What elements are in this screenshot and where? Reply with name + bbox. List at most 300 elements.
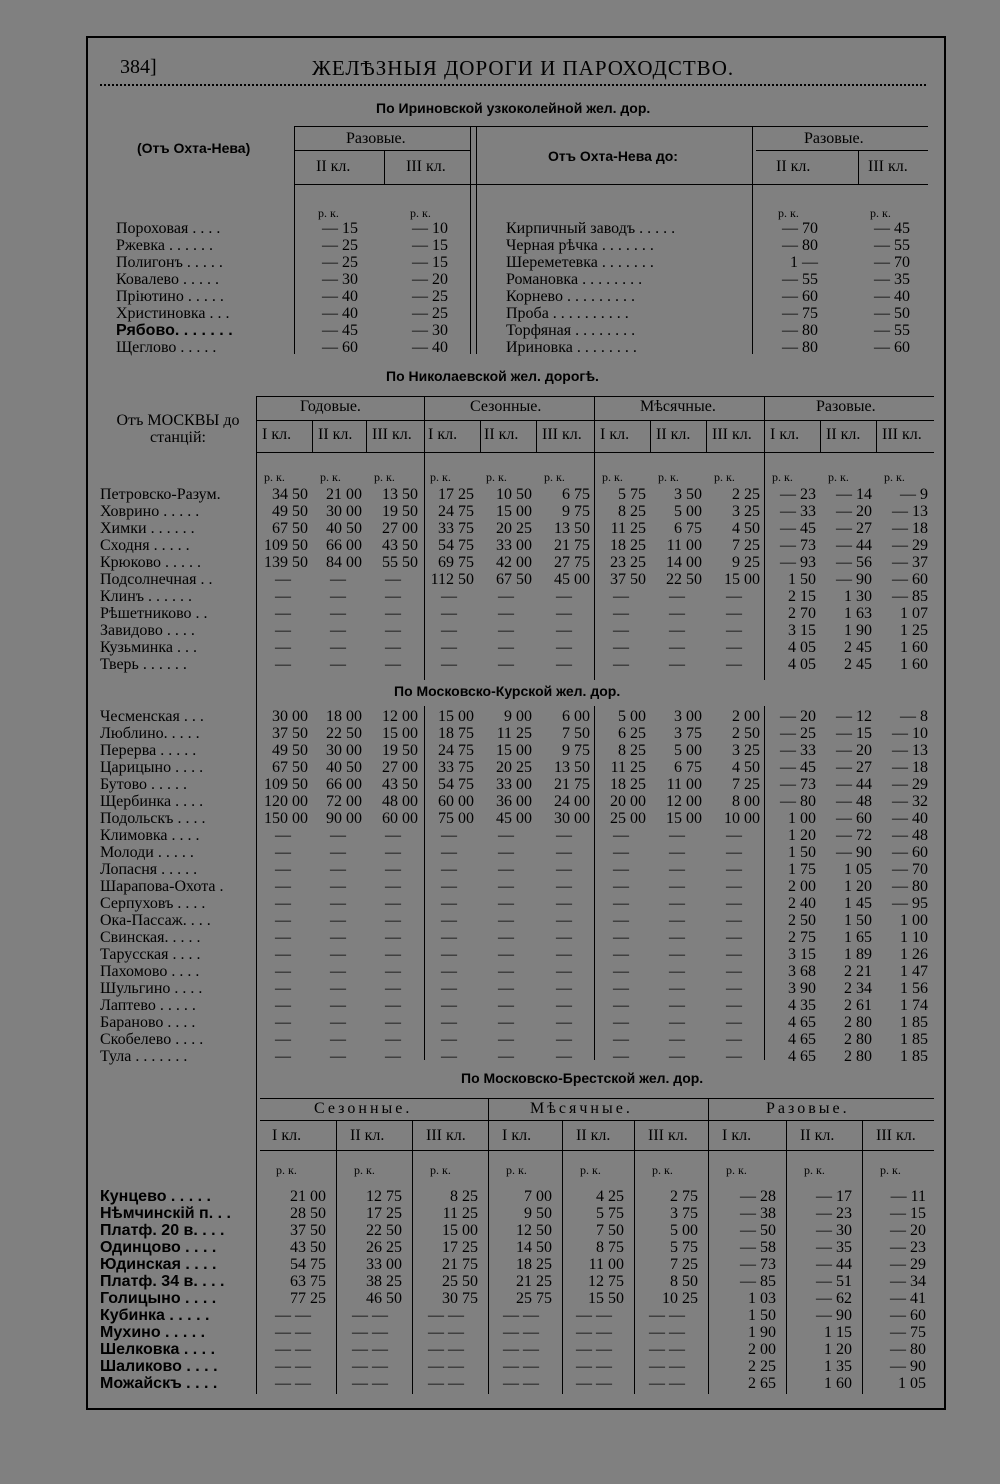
fare-cell: — bbox=[275, 1031, 291, 1048]
fare-cell: — 48 bbox=[836, 793, 872, 810]
fare-cell: — bbox=[441, 1014, 457, 1031]
fare-cell: — — bbox=[576, 1358, 612, 1375]
class-header: II кл. bbox=[656, 426, 691, 443]
fare-cell: 5 00 bbox=[670, 1222, 698, 1239]
fare-cell: — — bbox=[352, 1324, 388, 1341]
fare-cell: — bbox=[330, 656, 346, 673]
fare-cell: 24 00 bbox=[554, 793, 590, 810]
fare-cell: — 60 bbox=[892, 844, 928, 861]
fare-cell: 4 05 bbox=[788, 639, 816, 656]
fare-cell: 12 75 bbox=[588, 1273, 624, 1290]
fare-cell: — 58 bbox=[740, 1239, 776, 1256]
station-name: Кубинка . . . . . bbox=[100, 1307, 210, 1324]
fare-cell: 7 25 bbox=[670, 1256, 698, 1273]
fare-cell: 54 75 bbox=[290, 1256, 326, 1273]
rule-v bbox=[312, 420, 313, 452]
fare-cell: 1 63 bbox=[844, 605, 872, 622]
class-header: II кл. bbox=[484, 426, 519, 443]
fare-cell: — 35 bbox=[816, 1239, 852, 1256]
fare-cell: — bbox=[330, 1031, 346, 1048]
fare-cell: — bbox=[498, 997, 514, 1014]
fare-cell: 37 50 bbox=[290, 1222, 326, 1239]
fare-cell: 1 05 bbox=[844, 861, 872, 878]
fare-cell: — bbox=[613, 844, 629, 861]
fare-cell: — 90 bbox=[836, 844, 872, 861]
fare-cell: — bbox=[441, 997, 457, 1014]
fare-cell: 1 85 bbox=[900, 1014, 928, 1031]
fare-cell: 3 75 bbox=[670, 1205, 698, 1222]
fare-cell: 54 75 bbox=[438, 776, 474, 793]
fare-cell: 11 25 bbox=[610, 759, 646, 776]
fare-cell: — 70 bbox=[892, 861, 928, 878]
fare-cell: — 60 bbox=[890, 1307, 926, 1324]
fare-cell: 1 85 bbox=[900, 1048, 928, 1065]
fare-cell: — 60 bbox=[874, 339, 910, 356]
fare-cell: — bbox=[556, 963, 572, 980]
fare-cell: — 73 bbox=[740, 1256, 776, 1273]
fare-cell: 30 75 bbox=[442, 1290, 478, 1307]
fare-cell: 4 65 bbox=[788, 1048, 816, 1065]
rule-v bbox=[876, 420, 877, 452]
rule-v bbox=[480, 420, 481, 452]
rule-v bbox=[256, 1088, 257, 1394]
station-name: Сходня . . . . . bbox=[100, 537, 190, 554]
fare-cell: 67 50 bbox=[272, 759, 308, 776]
station-name: Рябово. . . . . . . bbox=[116, 322, 233, 339]
fare-cell: — bbox=[613, 929, 629, 946]
fare-cell: 15 00 bbox=[496, 503, 532, 520]
fare-cell: 60 00 bbox=[438, 793, 474, 810]
fare-cell: — bbox=[275, 571, 291, 588]
station-name: Тверь . . . . . . bbox=[100, 656, 187, 673]
irinov-cls3-right: III кл. bbox=[868, 158, 908, 175]
fare-cell: — bbox=[275, 1014, 291, 1031]
fare-cell: — — bbox=[576, 1341, 612, 1358]
fare-cell: — bbox=[385, 946, 401, 963]
fare-cell: — — bbox=[275, 1358, 311, 1375]
rule-v bbox=[562, 1150, 563, 1394]
fare-cell: — bbox=[385, 997, 401, 1014]
unit-label: р. к. bbox=[354, 1163, 375, 1177]
fare-cell: — bbox=[275, 878, 291, 895]
station-name: Можайскъ . . . . bbox=[100, 1375, 218, 1392]
fare-cell: 2 50 bbox=[788, 912, 816, 929]
unit-label: р. к. bbox=[276, 1163, 297, 1177]
fare-cell: — bbox=[669, 895, 685, 912]
fare-cell: 4 35 bbox=[788, 997, 816, 1014]
station-name: Пороховая . . . . bbox=[116, 220, 221, 237]
station-name: Шарапова-Охота . bbox=[100, 878, 224, 895]
fare-cell: 28 50 bbox=[290, 1205, 326, 1222]
fare-cell: 6 75 bbox=[674, 520, 702, 537]
fare-cell: — bbox=[726, 622, 742, 639]
fare-cell: 11 25 bbox=[442, 1205, 478, 1222]
fare-cell: 18 75 bbox=[438, 725, 474, 742]
running-head: ЖЕЛѢЗНЫЯ ДОРОГИ И ПАРОХОДСТВО. bbox=[312, 56, 735, 80]
fare-cell: 2 75 bbox=[670, 1188, 698, 1205]
fare-cell: — bbox=[498, 656, 514, 673]
fare-cell: 11 25 bbox=[610, 520, 646, 537]
fare-cell: — bbox=[275, 895, 291, 912]
fare-cell: — 62 bbox=[816, 1290, 852, 1307]
fare-cell: — 23 bbox=[780, 486, 816, 503]
rule-v bbox=[412, 1120, 413, 1150]
fare-cell: 25 50 bbox=[442, 1273, 478, 1290]
fare-cell: 10 00 bbox=[724, 810, 760, 827]
fare-cell: 1 56 bbox=[900, 980, 928, 997]
fare-cell: 8 25 bbox=[450, 1188, 478, 1205]
class-header: I кл. bbox=[600, 426, 630, 443]
fare-cell: — bbox=[441, 844, 457, 861]
fare-cell: — bbox=[726, 980, 742, 997]
fare-cell: 1 45 bbox=[844, 895, 872, 912]
station-name: Ржевка . . . . . . bbox=[116, 237, 214, 254]
fare-cell: 13 50 bbox=[554, 759, 590, 776]
fare-cell: — 40 bbox=[874, 288, 910, 305]
fare-cell: 23 25 bbox=[610, 554, 646, 571]
fare-cell: 36 00 bbox=[496, 793, 532, 810]
fare-cell: 45 00 bbox=[496, 810, 532, 827]
fare-cell: 2 70 bbox=[788, 605, 816, 622]
fare-cell: — bbox=[275, 605, 291, 622]
fare-cell: — bbox=[669, 622, 685, 639]
fare-cell: — bbox=[556, 997, 572, 1014]
station-name: Молоди . . . . . bbox=[100, 844, 194, 861]
fare-cell: — — bbox=[275, 1307, 311, 1324]
fare-cell: — — bbox=[503, 1375, 539, 1392]
fare-cell: — bbox=[556, 980, 572, 997]
fare-cell: — bbox=[498, 963, 514, 980]
fare-cell: — — bbox=[428, 1341, 464, 1358]
nikol-title: По Николаевской жел. дорогѣ. bbox=[386, 368, 599, 384]
fare-cell: 2 34 bbox=[844, 980, 872, 997]
class-header: III кл. bbox=[876, 1127, 916, 1144]
fare-cell: — 20 bbox=[890, 1222, 926, 1239]
fare-cell: — 15 bbox=[412, 254, 448, 271]
fare-cell: — bbox=[613, 1014, 629, 1031]
fare-cell: 139 50 bbox=[264, 554, 308, 571]
fare-cell: — 45 bbox=[322, 322, 358, 339]
fare-cell: 6 00 bbox=[562, 708, 590, 725]
unit-label: р. к. bbox=[374, 470, 395, 484]
station-name: Платф. 34 в. . . . bbox=[100, 1273, 225, 1290]
class-header: III кл. bbox=[712, 426, 752, 443]
fare-cell: 2 00 bbox=[788, 878, 816, 895]
rule-v bbox=[862, 1120, 863, 1150]
fare-cell: 5 00 bbox=[674, 742, 702, 759]
fare-cell: 1 35 bbox=[824, 1358, 852, 1375]
fare-cell: — — bbox=[503, 1324, 539, 1341]
fare-cell: — 18 bbox=[892, 759, 928, 776]
fare-cell: — bbox=[669, 639, 685, 656]
fare-cell: 15 00 bbox=[442, 1222, 478, 1239]
fare-cell: 17 25 bbox=[442, 1239, 478, 1256]
fare-cell: — bbox=[330, 997, 346, 1014]
fare-cell: 1 10 bbox=[900, 929, 928, 946]
fare-cell: — — bbox=[352, 1307, 388, 1324]
fare-cell: — 60 bbox=[782, 288, 818, 305]
fare-cell: 109 50 bbox=[264, 776, 308, 793]
fare-cell: — 30 bbox=[322, 271, 358, 288]
fare-cell: — bbox=[556, 656, 572, 673]
fare-cell: 18 00 bbox=[326, 708, 362, 725]
group-header: Сезонные. bbox=[470, 398, 542, 415]
fare-cell: — bbox=[669, 980, 685, 997]
fare-cell: — bbox=[330, 929, 346, 946]
class-header: II кл. bbox=[350, 1127, 385, 1144]
fare-cell: 9 75 bbox=[562, 503, 590, 520]
fare-cell: — 85 bbox=[892, 588, 928, 605]
header-rule bbox=[100, 84, 926, 96]
fare-cell: — bbox=[330, 1048, 346, 1065]
fare-cell: — bbox=[556, 605, 572, 622]
fare-cell: 14 00 bbox=[666, 554, 702, 571]
fare-cell: — 85 bbox=[740, 1273, 776, 1290]
station-name: Христиновка . . . bbox=[116, 305, 230, 322]
fare-cell: 1 50 bbox=[844, 912, 872, 929]
fare-cell: 2 40 bbox=[788, 895, 816, 912]
fare-cell: — 8 bbox=[900, 708, 928, 725]
unit-label: р. к. bbox=[430, 1163, 451, 1177]
fare-cell: — bbox=[613, 861, 629, 878]
fare-cell: — bbox=[441, 1031, 457, 1048]
rule-v bbox=[634, 1150, 635, 1394]
fare-cell: — bbox=[669, 963, 685, 980]
station-name: Люблино. . . . . bbox=[100, 725, 200, 742]
fare-cell: — bbox=[275, 963, 291, 980]
fare-cell: — bbox=[726, 895, 742, 912]
station-name: Шаликово . . . . bbox=[100, 1358, 218, 1375]
nikol-left-label: Отъ МОСКВЫ до станцій: bbox=[116, 412, 240, 446]
fare-cell: — bbox=[330, 946, 346, 963]
fare-cell: — bbox=[330, 861, 346, 878]
fare-cell: 1 03 bbox=[748, 1290, 776, 1307]
fare-cell: — bbox=[498, 929, 514, 946]
fare-cell: 43 50 bbox=[382, 537, 418, 554]
station-name: Полигонъ . . . . . bbox=[116, 254, 223, 271]
fare-cell: — bbox=[613, 588, 629, 605]
fare-cell: — 80 bbox=[780, 793, 816, 810]
fare-cell: — bbox=[498, 980, 514, 997]
fare-cell: 3 15 bbox=[788, 946, 816, 963]
fare-cell: — bbox=[498, 827, 514, 844]
station-name: Завидово . . . . bbox=[100, 622, 195, 639]
fare-cell: 150 00 bbox=[264, 810, 308, 827]
fare-cell: 109 50 bbox=[264, 537, 308, 554]
fare-cell: — 27 bbox=[836, 759, 872, 776]
fare-cell: — bbox=[556, 1031, 572, 1048]
fare-cell: — — bbox=[649, 1324, 685, 1341]
fare-cell: — bbox=[441, 1048, 457, 1065]
rule-v bbox=[650, 420, 651, 452]
fare-cell: 1 00 bbox=[788, 810, 816, 827]
fare-cell: 21 00 bbox=[326, 486, 362, 503]
fare-cell: — bbox=[330, 827, 346, 844]
fare-cell: 20 25 bbox=[496, 759, 532, 776]
fare-cell: — — bbox=[649, 1375, 685, 1392]
fare-cell: — 18 bbox=[892, 520, 928, 537]
fare-cell: — 44 bbox=[836, 776, 872, 793]
fare-cell: — bbox=[613, 997, 629, 1014]
unit-label: р. к. bbox=[726, 1163, 747, 1177]
fare-cell: 10 25 bbox=[662, 1290, 698, 1307]
station-name: Ириновка . . . . . . . . bbox=[506, 339, 637, 356]
fare-cell: — bbox=[385, 571, 401, 588]
fare-cell: 6 25 bbox=[618, 725, 646, 742]
class-header: I кл. bbox=[272, 1127, 302, 1144]
fare-cell: — — bbox=[649, 1341, 685, 1358]
fare-cell: 4 65 bbox=[788, 1014, 816, 1031]
fare-cell: — 60 bbox=[892, 571, 928, 588]
rule-v bbox=[634, 1120, 635, 1150]
fare-cell: — bbox=[441, 861, 457, 878]
fare-cell: 1 47 bbox=[900, 963, 928, 980]
fare-cell: 2 75 bbox=[788, 929, 816, 946]
fare-cell: — 20 bbox=[780, 708, 816, 725]
fare-cell: — bbox=[330, 622, 346, 639]
fare-cell: — bbox=[385, 827, 401, 844]
fare-cell: 17 25 bbox=[438, 486, 474, 503]
fare-cell: 4 50 bbox=[732, 520, 760, 537]
fare-cell: 37 50 bbox=[272, 725, 308, 742]
station-name: Проба . . . . . . . . . . bbox=[506, 305, 629, 322]
unit-label: р. к. bbox=[264, 470, 285, 484]
fare-cell: — 25 bbox=[322, 254, 358, 271]
rule-v bbox=[366, 420, 367, 452]
fare-cell: 12 50 bbox=[516, 1222, 552, 1239]
fare-cell: — 17 bbox=[816, 1188, 852, 1205]
fare-cell: — bbox=[726, 827, 742, 844]
fare-cell: — bbox=[441, 605, 457, 622]
fare-cell: — bbox=[726, 963, 742, 980]
station-name: Шульгино . . . . bbox=[100, 980, 203, 997]
fare-cell: 2 45 bbox=[844, 639, 872, 656]
group-header: Мѣсячные. bbox=[530, 1100, 633, 1117]
fare-cell: — 80 bbox=[890, 1341, 926, 1358]
fare-cell: — bbox=[613, 963, 629, 980]
fare-cell: 11 25 bbox=[496, 725, 532, 742]
fare-cell: 22 50 bbox=[366, 1222, 402, 1239]
fare-cell: — 29 bbox=[892, 537, 928, 554]
fare-cell: — bbox=[726, 639, 742, 656]
fare-cell: 90 00 bbox=[326, 810, 362, 827]
fare-cell: — 51 bbox=[816, 1273, 852, 1290]
irinov-unit-4: р. к. bbox=[870, 206, 891, 220]
fare-cell: 3 25 bbox=[732, 742, 760, 759]
fare-cell: 45 00 bbox=[554, 571, 590, 588]
fare-cell: — bbox=[669, 912, 685, 929]
fare-cell: — bbox=[441, 980, 457, 997]
fare-cell: — bbox=[498, 844, 514, 861]
fare-cell: 40 50 bbox=[326, 520, 362, 537]
fare-cell: 4 65 bbox=[788, 1031, 816, 1048]
rule-v bbox=[706, 420, 707, 452]
fare-cell: 12 00 bbox=[382, 708, 418, 725]
fare-cell: — bbox=[385, 963, 401, 980]
rule-v bbox=[256, 396, 257, 1088]
fare-cell: 3 15 bbox=[788, 622, 816, 639]
fare-cell: 33 75 bbox=[438, 520, 474, 537]
fare-cell: — bbox=[669, 605, 685, 622]
fare-cell: 1 89 bbox=[844, 946, 872, 963]
unit-label: р. к. bbox=[880, 1163, 901, 1177]
station-name: Платф. 20 в. . . . bbox=[100, 1222, 225, 1239]
fare-cell: — bbox=[726, 844, 742, 861]
class-header: III кл. bbox=[372, 426, 412, 443]
fare-cell: — — bbox=[428, 1375, 464, 1392]
irinov-cls3-left: III кл. bbox=[406, 158, 446, 175]
station-name: Царицыно . . . . bbox=[100, 759, 204, 776]
station-name: Шереметевка . . . . . . . bbox=[506, 254, 654, 271]
station-name: Крюково . . . . . bbox=[100, 554, 202, 571]
station-name: Клинъ . . . . . . bbox=[100, 588, 193, 605]
fare-cell: — 37 bbox=[892, 554, 928, 571]
fare-cell: 77 25 bbox=[290, 1290, 326, 1307]
fare-cell: — 25 bbox=[412, 305, 448, 322]
fare-cell: — 27 bbox=[836, 520, 872, 537]
station-name: Мухино . . . . . bbox=[100, 1324, 206, 1341]
fare-cell: 9 00 bbox=[504, 708, 532, 725]
class-header: III кл. bbox=[542, 426, 582, 443]
fare-cell: — 13 bbox=[892, 742, 928, 759]
fare-cell: — 10 bbox=[892, 725, 928, 742]
fare-cell: — bbox=[556, 588, 572, 605]
station-name: Серпуховъ . . . . bbox=[100, 895, 206, 912]
fare-cell: — — bbox=[649, 1358, 685, 1375]
fare-cell: 1 90 bbox=[844, 622, 872, 639]
fare-cell: — 13 bbox=[892, 503, 928, 520]
irinov-title: По Ириновской узкоколейной жел. дор. bbox=[376, 100, 651, 116]
fare-cell: — bbox=[726, 1031, 742, 1048]
fare-cell: — — bbox=[352, 1341, 388, 1358]
class-header: II кл. bbox=[800, 1127, 835, 1144]
fare-cell: — bbox=[613, 622, 629, 639]
fare-cell: 30 00 bbox=[272, 708, 308, 725]
fare-cell: 15 00 bbox=[382, 725, 418, 742]
fare-cell: 42 00 bbox=[496, 554, 532, 571]
fare-cell: — bbox=[330, 895, 346, 912]
fare-cell: — bbox=[556, 946, 572, 963]
fare-cell: — bbox=[441, 588, 457, 605]
fare-cell: — bbox=[498, 622, 514, 639]
fare-cell: — 23 bbox=[890, 1239, 926, 1256]
station-name: Кунцево . . . . . bbox=[100, 1188, 211, 1205]
rule-v bbox=[764, 396, 765, 680]
station-name: Торфяная . . . . . . . . bbox=[506, 322, 636, 339]
fare-cell: — bbox=[726, 1048, 742, 1065]
fare-cell: 38 25 bbox=[366, 1273, 402, 1290]
irinov-razovye-right: Разовые. bbox=[804, 130, 864, 147]
fare-cell: — bbox=[669, 861, 685, 878]
fare-cell: 2 45 bbox=[844, 656, 872, 673]
rule-v bbox=[786, 1120, 787, 1150]
fare-cell: — 35 bbox=[874, 271, 910, 288]
fare-cell: — 56 bbox=[836, 554, 872, 571]
station-name: Лаптево . . . . . bbox=[100, 997, 196, 1014]
fare-cell: — 15 bbox=[412, 237, 448, 254]
group-header: Сезонные. bbox=[314, 1100, 413, 1117]
fare-cell: — bbox=[498, 946, 514, 963]
fare-cell: — 60 bbox=[836, 810, 872, 827]
fare-cell: 33 00 bbox=[496, 776, 532, 793]
fare-cell: 13 50 bbox=[554, 520, 590, 537]
fare-cell: 54 75 bbox=[438, 537, 474, 554]
rule-v bbox=[862, 1150, 863, 1394]
irinov-unit-2: р. к. bbox=[410, 206, 431, 220]
fare-cell: 27 75 bbox=[554, 554, 590, 571]
fare-cell: — 33 bbox=[780, 503, 816, 520]
fare-cell: 9 75 bbox=[562, 742, 590, 759]
